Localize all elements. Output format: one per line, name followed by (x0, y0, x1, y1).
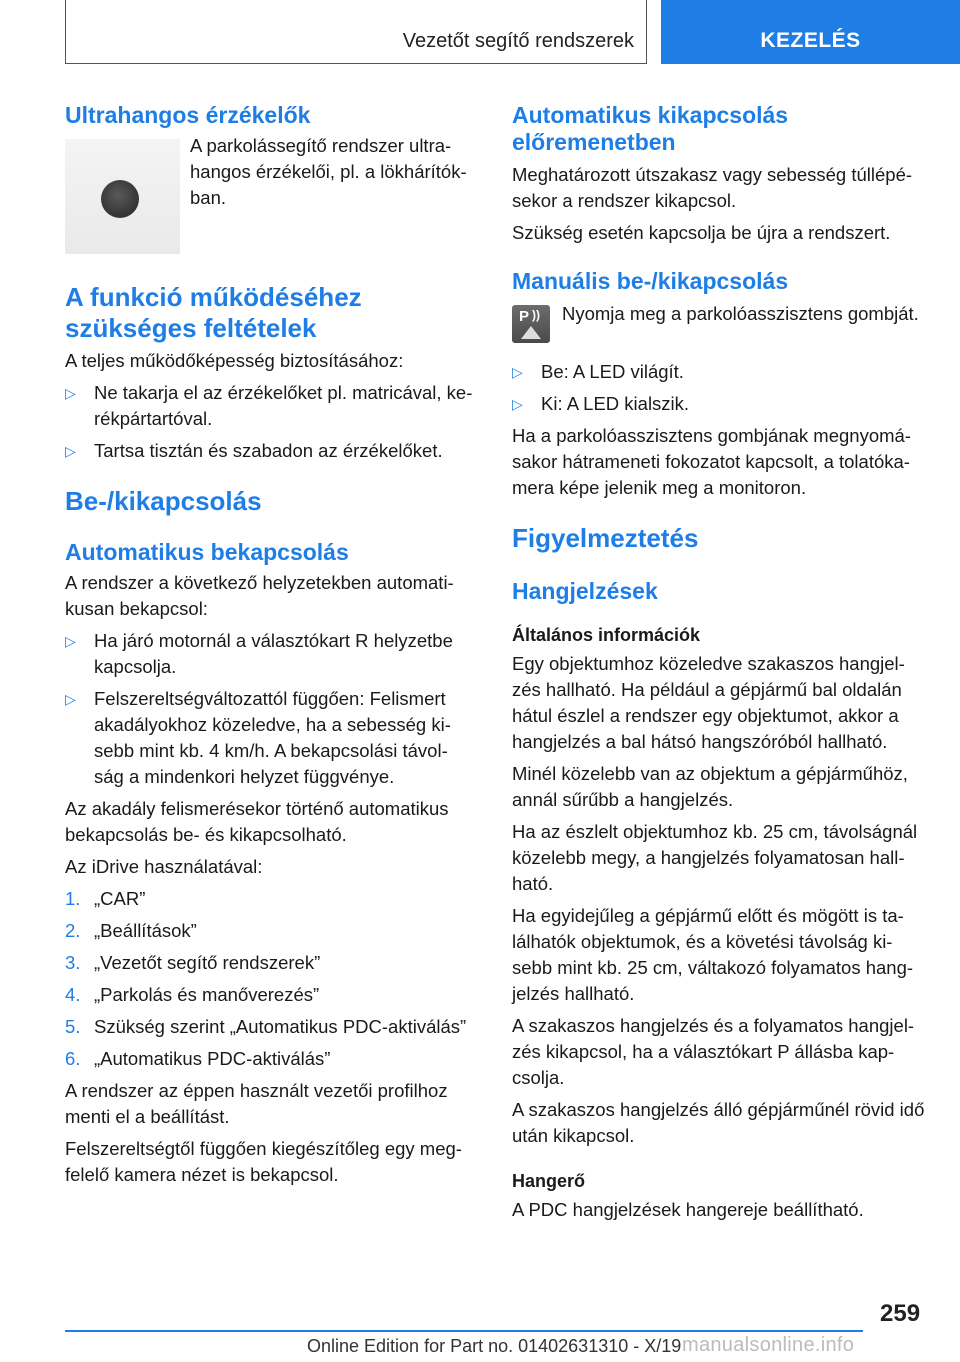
prereq-intro: A teljes működőképesség biztosításához: (65, 350, 404, 371)
signals-p4: Ha egyidejűleg a gépjármű előtt és mögött is ta-lálhatók objektumok, és a követési távolság ki-sebb mint kb. 25 cm, váltakozó folyamatos hang-jelzés hallható. (512, 905, 914, 1004)
heading-manual: Manuális be-/kikapcsolás (512, 268, 789, 294)
edition-text: Online Edition for Part no. 01402631310 - X/19 (307, 1336, 682, 1356)
left-column (65, 102, 477, 1188)
signals-p3: Ha az észlelt objektumhoz kb. 25 cm, távolságnál közelebb megy, a hangjelzés folyamatosan hall-ható. (512, 821, 918, 894)
triangle-bullet-icon: ▷ (65, 691, 76, 707)
heading-auto-on: Automatikus bekapcsolás (65, 539, 349, 565)
list-item: ▷ Ki: A LED kialszik. (512, 391, 928, 417)
heading-general-info: Általános információk (512, 625, 701, 645)
step-item: 1. „CAR” (65, 888, 146, 909)
list-item: ▷ Tartsa tisztán és szabadon az érzékelőket. (65, 438, 477, 464)
triangle-bullet-icon: ▷ (65, 633, 76, 649)
footer-divider (65, 1330, 863, 1332)
right-column (512, 102, 928, 1223)
step-item: 4. „Parkolás és manőverezés” (65, 984, 320, 1005)
header-frame (65, 0, 647, 64)
list-item: ▷ Felszereltségváltozattól függően: Felismert akadályokhoz közeledve, ha a sebesség ki-sebb mint kb. 4 km/h. A bekapcsolási távol-ság a mindenkori helyzet függvénye. (65, 688, 451, 787)
profile-note: A rendszer az éppen használt vezetői profilhoz menti el a beállítást. (65, 1080, 448, 1127)
triangle-bullet-icon: ▷ (512, 364, 523, 380)
camera-note: Felszereltségtől függően kiegészítőleg egy meg-felelő kamera nézet is bekapcsol. (65, 1138, 462, 1185)
step-item: 3. „Vezetőt segítő rendszerek” (65, 952, 321, 973)
triangle-bullet-icon: ▷ (65, 385, 76, 401)
heading-on-off: Be-/kikapcsolás (65, 486, 262, 516)
manual-list (512, 359, 928, 417)
signals-p1: Egy objektumhoz közeledve szakaszos hangjel-zés hallható. Ha például a gépjármű bal oldalán hátul észlel a rendszer egy objektumot, akkor a hangjelzés a bal hátsó hangszóróból hallható. (512, 653, 905, 752)
signals-p6: A szakaszos hangjelzés álló gépjárműnél rövid idő után kikapcsol. (512, 1099, 925, 1146)
triangle-bullet-icon: ▷ (65, 443, 76, 459)
ultrasonic-sensor-image (65, 139, 180, 254)
park-assist-button-icon: P )) (512, 305, 550, 343)
heading-sensors: Ultrahangos érzékelők (65, 102, 311, 128)
heading-signals: Hangjelzések (512, 578, 658, 604)
section-title: Vezetőt segítő rendszerek (402, 30, 634, 52)
heading-prerequisites: A funkció működéséhez szükséges feltételek (65, 282, 362, 343)
page-number: 259 (880, 1300, 921, 1327)
auto-on-list (65, 628, 477, 790)
step-item: 2. „Beállítások” (65, 920, 197, 941)
signals-p5: A szakaszos hangjelzés és a folyamatos hangjel-zés kikapcsol, ha a választókart P állásba kap-csolja. (512, 1015, 915, 1088)
list-item: ▷ Ne takarja el az érzékelőket pl. matricával, ke-rékpártartóval. (65, 382, 473, 429)
idrive-intro: Az iDrive használatával: (65, 856, 263, 877)
auto-off-restart: Szükség esetén kapcsolja be újra a rendszert. (512, 222, 891, 243)
idrive-steps (65, 886, 477, 1072)
auto-off-text: Meghatározott útszakasz vagy sebesség túllépé-sekor a rendszer kikapcsol. (512, 164, 913, 211)
prereq-list (65, 380, 477, 464)
sensors-text: A parkolássegítő rendszer ultra-hangos érzékelői, pl. a lökhárítók-ban. (190, 135, 467, 208)
auto-on-note: Az akadály felismerésekor történő automatikus bekapcsolás be- és kikapcsolható. (65, 798, 449, 845)
list-item: ▷ Ha járó motornál a választókart R helyzetbe kapcsolja. (65, 630, 453, 677)
volume-text: A PDC hangjelzések hangereje beállítható. (512, 1199, 864, 1220)
heading-warning: Figyelmeztetés (512, 523, 699, 553)
auto-on-intro: A rendszer a következő helyzetekben automati-kusan bekapcsol: (65, 572, 454, 619)
sensor-icon (101, 180, 139, 218)
heading-volume: Hangerő (512, 1171, 586, 1191)
watermark-site: manualsonline.info (682, 1334, 855, 1356)
signals-p2: Minél közelebb van az objektum a gépjárműhöz, annál sűrűbb a hangjelzés. (512, 763, 908, 810)
reverse-camera-note: Ha a parkolóasszisztens gombjának megnyomá-sakor hátrameneti fokozatot kapcsolt, a tolatóka-mera képe jelenik meg a monitoron. (512, 425, 911, 498)
chapter-tab: KEZELÉS (661, 0, 960, 64)
manual-text: Nyomja meg a parkolóasszisztens gombját. (562, 303, 919, 324)
step-item: 6. „Automatikus PDC-aktiválás” (65, 1048, 331, 1069)
list-item: ▷ Be: A LED világít. (512, 359, 928, 385)
triangle-bullet-icon: ▷ (512, 396, 523, 412)
heading-auto-off: Automatikus kikapcsolás előremenetben (512, 102, 789, 155)
step-item: 5. Szükség szerint „Automatikus PDC-aktiválás” (65, 1016, 467, 1037)
